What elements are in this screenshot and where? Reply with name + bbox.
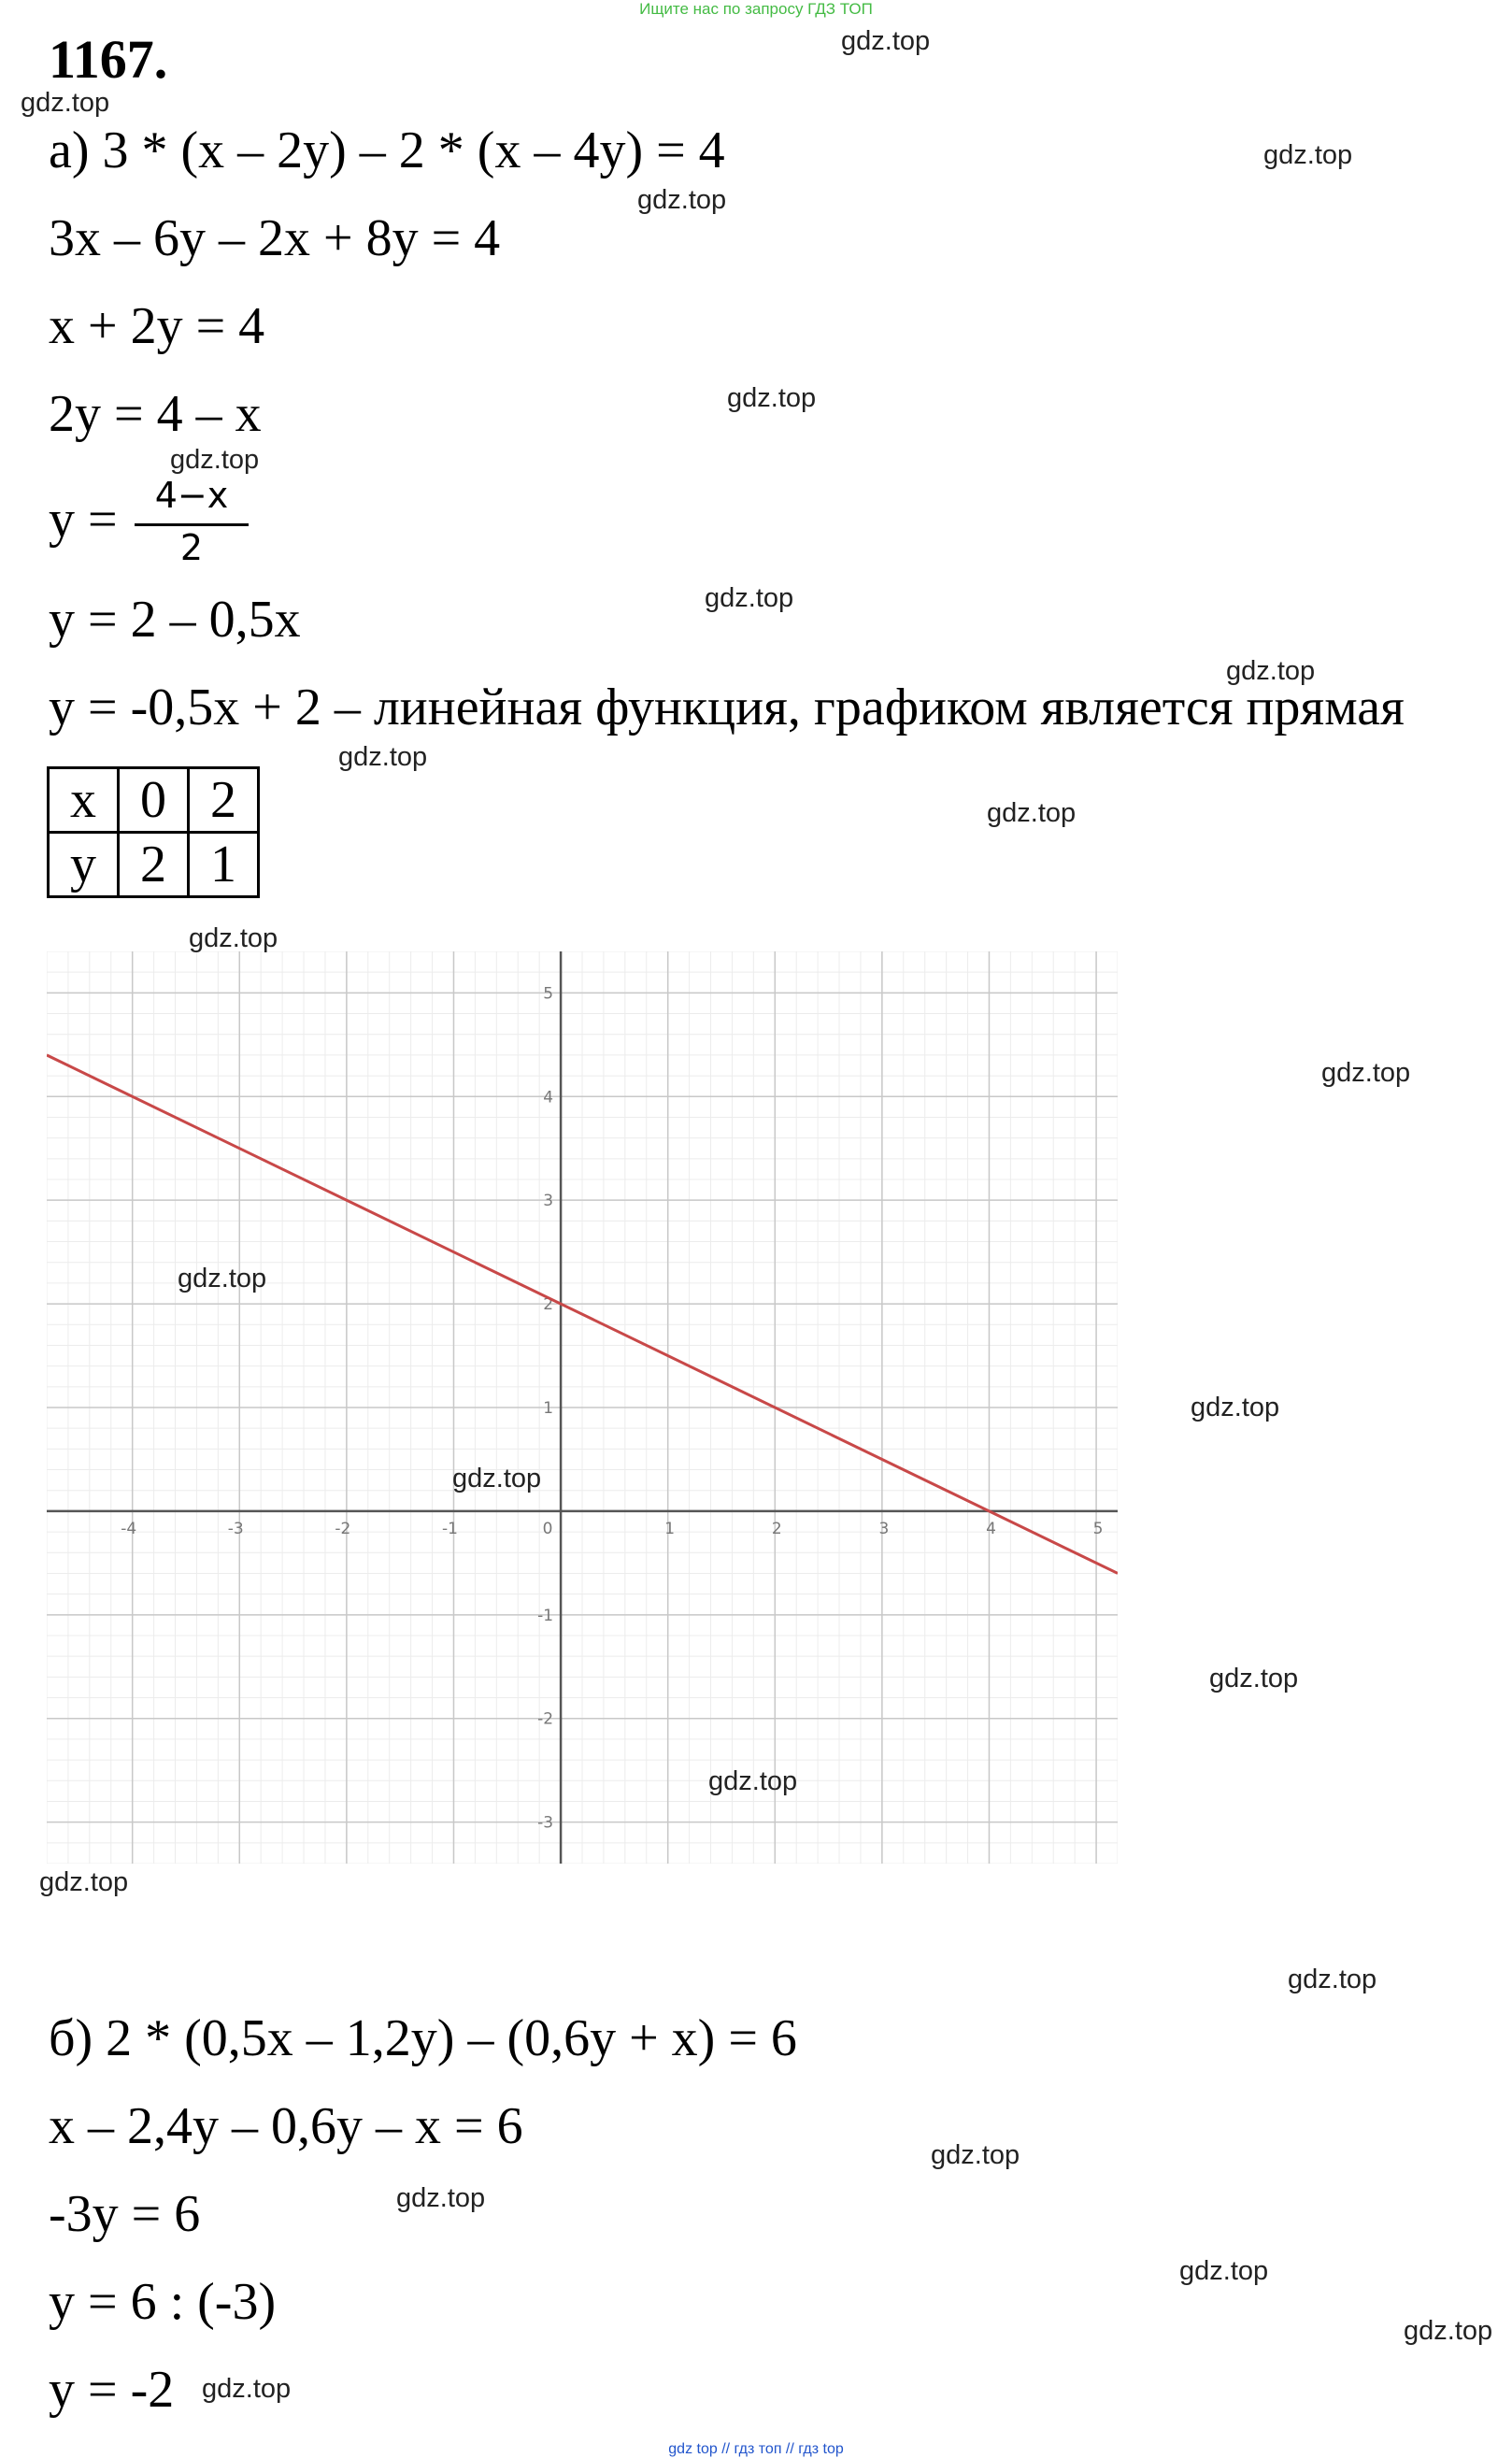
fraction-denominator: 2	[179, 527, 204, 568]
table-row	[49, 768, 259, 833]
x-tick-label: -1	[442, 1519, 458, 1538]
watermark: gdz.top	[338, 742, 428, 772]
watermark: gdz.top	[39, 1867, 129, 1897]
x-tick-label: 5	[1092, 1519, 1104, 1538]
y-tick-label: 5	[543, 984, 554, 1004]
x-tick-label: -3	[227, 1519, 244, 1538]
watermark: gdz.top	[170, 445, 260, 475]
watermark: gdz.top	[1179, 2256, 1269, 2286]
watermark: gdz.top	[987, 798, 1077, 828]
watermark: gdz.top	[189, 923, 278, 953]
equation-line: y = -2	[49, 2361, 175, 2419]
x-tick-label: -2	[335, 1519, 351, 1538]
equation-line: -3y = 6	[49, 2185, 201, 2243]
y-tick-label: -1	[537, 1606, 554, 1625]
x-tick-label: 4	[986, 1519, 996, 1538]
x-tick-label: 2	[771, 1519, 782, 1538]
watermark: gdz.top	[931, 2140, 1020, 2170]
table-cell: 0	[119, 768, 189, 833]
watermark: gdz.top	[705, 583, 794, 613]
y-tick-label: -3	[537, 1813, 554, 1833]
fraction-numerator: 4−x	[154, 475, 229, 516]
y-tick-label: 2	[543, 1295, 554, 1315]
table-cell: 1	[189, 833, 259, 897]
watermark: gdz.top	[202, 2374, 292, 2404]
watermark: gdz.top	[841, 26, 931, 56]
x-tick-label: 3	[878, 1519, 890, 1538]
value-table	[47, 766, 260, 898]
equation-line: x + 2y = 4	[49, 297, 265, 355]
equation-line: а) 3 * (x – 2y) – 2 * (x – 4y) = 4	[49, 121, 725, 179]
footer-links[interactable]: gdz top // гдз топ // гдз top	[668, 2441, 844, 2457]
equation-line: 3x – 6y – 2x + 8y = 4	[49, 209, 501, 267]
watermark: gdz.top	[727, 383, 817, 413]
equation-line: 2y = 4 – x	[49, 385, 262, 443]
watermark: gdz.top	[1191, 1393, 1280, 1422]
x-tick-label: 1	[664, 1519, 676, 1538]
watermark: gdz.top	[1263, 140, 1353, 170]
watermark: gdz.top	[637, 185, 727, 215]
y-tick-label: 3	[543, 1192, 554, 1211]
watermark: gdz.top	[452, 1464, 542, 1493]
equation-line: y = 6 : (-3)	[49, 2273, 277, 2331]
watermark: gdz.top	[21, 88, 110, 118]
fraction-lhs: y =	[49, 491, 118, 549]
fraction-bar	[135, 523, 249, 526]
y-tick-label: 1	[543, 1399, 554, 1418]
watermark: gdz.top	[178, 1264, 267, 1293]
watermark: gdz.top	[708, 1766, 798, 1796]
equation-line: y = 2 – 0,5x	[49, 591, 301, 649]
watermark: gdz.top	[1209, 1664, 1299, 1693]
top-banner[interactable]: Ищите нас по запросу ГДЗ ТОП	[639, 0, 873, 18]
table-cell: y	[49, 833, 119, 897]
task-number: 1167.	[49, 29, 168, 90]
equation-line: x – 2,4y – 0,6y – x = 6	[49, 2097, 523, 2155]
watermark: gdz.top	[1404, 2316, 1493, 2346]
table-cell: x	[49, 768, 119, 833]
x-tick-label: -4	[121, 1519, 137, 1538]
table-cell: 2	[189, 768, 259, 833]
y-tick-label: 4	[543, 1088, 554, 1108]
equation-line: y = -0,5x + 2 – линейная функция, графиком является прямая	[49, 679, 1405, 736]
y-tick-label: -2	[537, 1709, 554, 1729]
watermark: gdz.top	[1321, 1058, 1411, 1088]
function-graph	[47, 951, 1118, 1864]
equation-line: б) 2 * (0,5x – 1,2y) – (0,6y + x) = 6	[49, 2009, 797, 2067]
watermark: gdz.top	[396, 2183, 486, 2213]
watermark: gdz.top	[1226, 656, 1316, 686]
fraction-equation	[49, 467, 273, 570]
table-row	[49, 833, 259, 897]
watermark: gdz.top	[1288, 1965, 1377, 1994]
table-cell: 2	[119, 833, 189, 897]
x-tick-label: 0	[542, 1519, 553, 1538]
